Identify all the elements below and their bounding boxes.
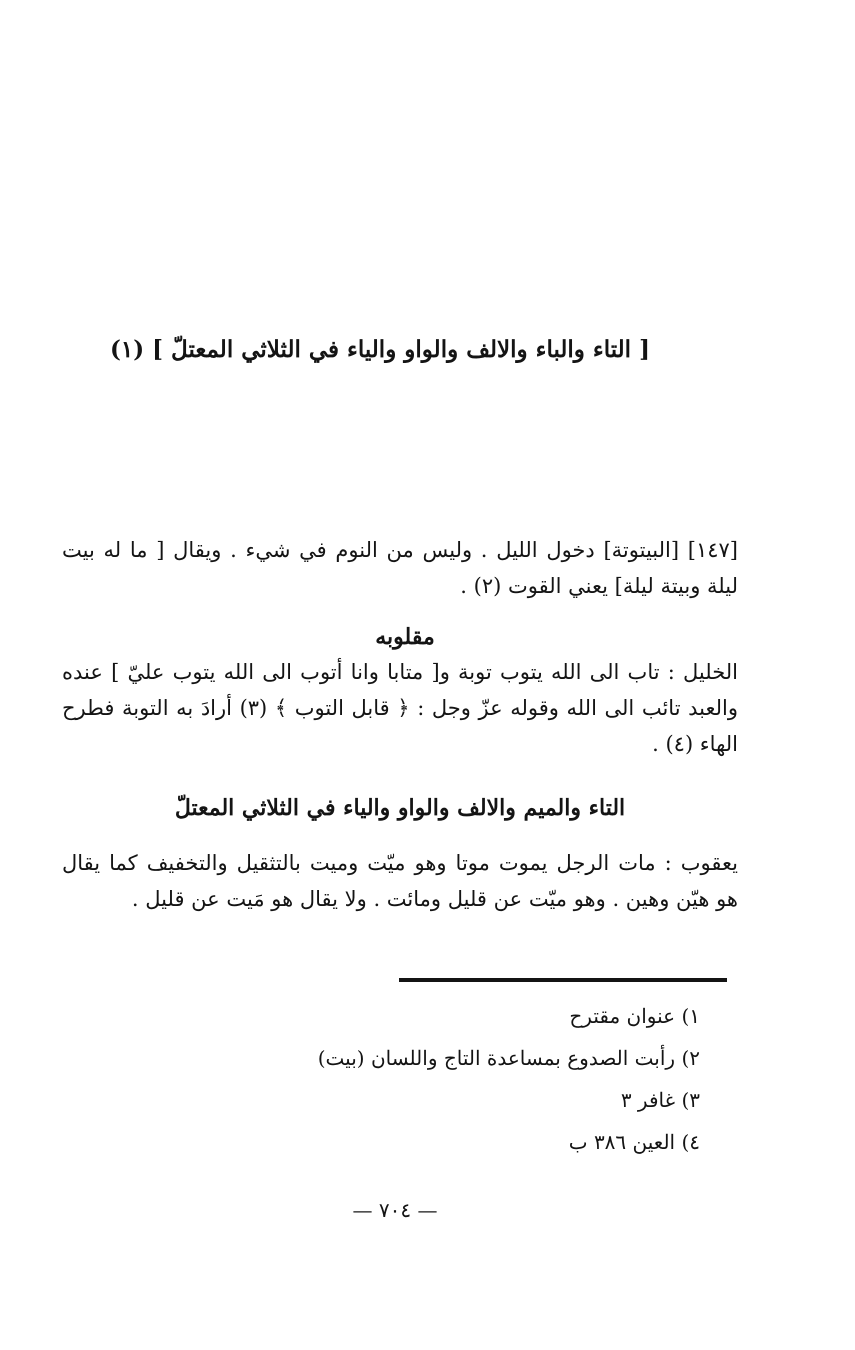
footnote-3: ٣) غافر ٣ — [620, 1088, 700, 1112]
khalil-entry-text: الخليل : تاب الى الله يتوب توبة و[ متابا وانا أتوب الى الله يتوب عليّ ] عنده والعبد تائب الى الله وقوله عزّ وجل : ﴿ قابل التوب ﴾ (٣) أرادَ به التوبة فطرح الهاء (٤) . — [62, 660, 738, 756]
page-number: — ٧٠٤ — — [352, 1198, 438, 1222]
yaqub-entry-text: يعقوب : مات الرجل يموت موتا وهو ميّت وميت بالتثقيل والتخفيف كما يقال هو هيّن وهين . وهو ميّت عن قليل ومائت . ولا يقال هو مَيت عن قليل . — [62, 851, 738, 911]
section-title: التاء والميم والالف والواو والياء في الثلاثي المعتلّ — [174, 795, 626, 821]
footnote-2: ٢) رأبت الصدوع بمساعدة التاج واللسان (بيت) — [317, 1046, 700, 1070]
footnote-4: ٤) العين ٣٨٦ ب — [568, 1130, 700, 1154]
chapter-title: [ التاء والباء والالف والواو والياء في الثلاثي المعتلّ ] (١) — [110, 336, 650, 363]
footnote-1: ١) عنوان مقترح — [569, 1004, 700, 1028]
entry-147-text: [١٤٧] [البيتوتة] دخول الليل . وليس من النوم في شيء . ويقال [ ما له بيت ليلة وبيتة ليلة] يعني القوت (٢) . — [62, 538, 738, 598]
footnotes — [250, 995, 700, 1163]
footnote-divider — [399, 978, 727, 982]
maqlub-subheading: مقلوبه — [375, 624, 435, 650]
